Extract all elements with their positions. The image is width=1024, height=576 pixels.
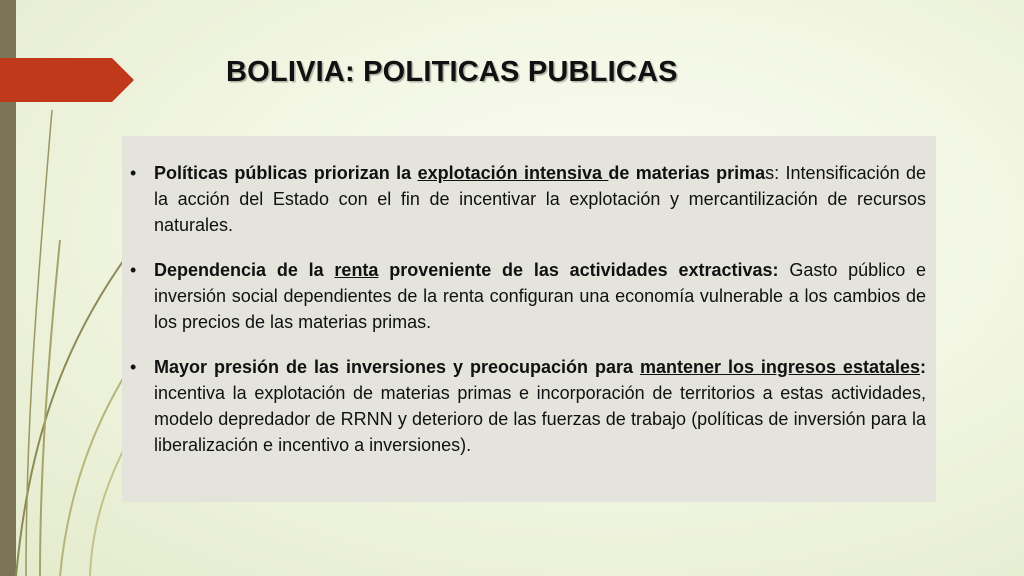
bullet-underlined-text: renta bbox=[334, 260, 379, 280]
slide-title: BOLIVIA: POLITICAS PUBLICAS bbox=[226, 56, 678, 88]
bullet-icon: • bbox=[130, 260, 137, 280]
bullet-item bbox=[130, 160, 926, 238]
bullet-body-text: s: Intensificación de la acción del Estado con el fin de incentivar la explotación y mercantilización de recursos naturales. bbox=[154, 163, 926, 235]
bullet-bold-text: Dependencia de la bbox=[154, 260, 335, 280]
bullet-icon: • bbox=[130, 357, 137, 377]
bullet-item bbox=[130, 257, 927, 335]
bullet-bold-text: : bbox=[920, 357, 926, 377]
bullet-bold-text: proveniente de las actividades extractivas: bbox=[378, 260, 779, 280]
title-arrow-tab bbox=[0, 58, 134, 102]
bullet-icon: • bbox=[130, 163, 137, 183]
bullet-item bbox=[130, 354, 926, 458]
content-box bbox=[122, 136, 936, 502]
bullet-underlined-text: explotación intensiva bbox=[417, 163, 609, 183]
bullet-bold-text: de materias prima bbox=[608, 163, 766, 183]
bullet-bold-text: Políticas públicas priorizan la bbox=[154, 163, 418, 183]
bullet-bold-text: Mayor presión de las inversiones y preocupación para bbox=[154, 357, 640, 377]
bullet-body-text: incentiva la explotación de materias primas e incorporación de territorios a estas actividades, modelo depredador de RRNN y deterioro de las fuerzas de trabajo (políticas de inversión para la liberalización e incentivo a inversiones). bbox=[154, 383, 926, 455]
bullet-underlined-text: mantener los ingresos estatales bbox=[639, 357, 920, 377]
bullet-body-text: Gasto público e inversión social dependientes de la renta configuran una economía vulnerable a los cambios de los precios de las materias primas. bbox=[154, 260, 927, 332]
